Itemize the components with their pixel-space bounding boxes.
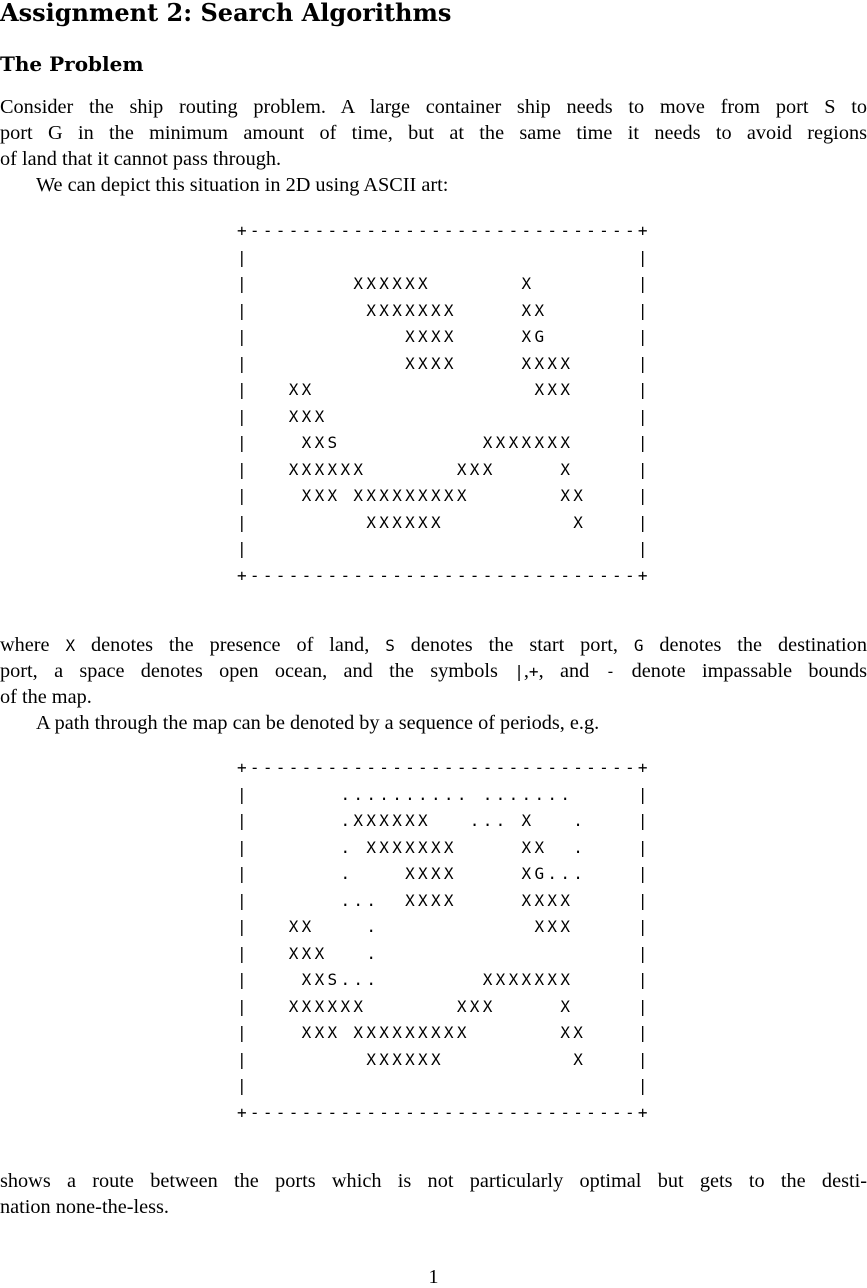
ascii-path-map: +------------------------------+ | .......... ....... | | .XXXXXX ... X . | | . XXXXXXX XX . | | . XXXX XG... | | ... XXXX XXXX | | XX . XXX | | XXX . | | XXS... XXXXXXX | | XXXXXX XXX X | | XXX XXXXXXXXX XX | | XXXXXX X | | | +------------------------------+ [237,758,651,1122]
legend-line-3: of the map. [0,686,92,708]
intro-paragraph [0,94,867,198]
land-symbol: X [65,636,76,655]
section-heading: The Problem [0,52,144,76]
page-number: 1 [428,1266,439,1288]
path-intro-line: A path through the map can be denoted by a sequence of periods, e.g. [36,712,600,734]
closing-line-2: nation none-the-less. [0,1196,169,1218]
legend-text: where [0,634,66,656]
legend-line-2 [0,658,867,684]
legend-text: , [523,660,529,682]
plus-symbol: + [528,662,539,681]
ascii-map: +------------------------------+ | | | XXXXXX X | | XXXXXXX XX | | XXXX XG | | XXXX XXXX | | XX XXX | | XXX | | XXS XXXXXXX | | XXXXXX XXX X | | XXX XXXXXXXXX XX | | XXXXXX X | | | +------------------------------+ [237,221,651,585]
closing-paragraph [0,1168,867,1220]
assignment-title: Assignment 2: Search Algorithms [0,0,452,27]
legend-text: port, a space denotes open ocean, and the symbols [0,660,515,682]
legend-paragraph [0,632,867,736]
intro-line-1: Consider the ship routing problem. A large container ship needs to move from port S to [0,96,867,118]
bar-symbol: | [514,662,524,681]
legend-text: denote impassable bounds [615,660,867,682]
intro-line-3: of land that it cannot pass through. [0,148,282,170]
intro-line-2: port G in the minimum amount of time, but at the same time it needs to avoid regions [0,122,867,144]
start-symbol: S [385,636,395,655]
closing-line-1: shows a route between the ports which is not particularly optimal but gets to the desti- [0,1170,867,1192]
intro-indent-line: We can depict this situation in 2D using ASCII art: [36,174,449,196]
dash-symbol: - [605,662,616,681]
legend-line-1 [0,632,867,658]
goal-symbol: G [633,636,644,655]
legend-text: , and [538,660,606,682]
legend-text: denotes the start port, [394,634,634,656]
legend-text: denotes the presence of land, [75,634,386,656]
legend-text: denotes the destination [643,634,867,656]
